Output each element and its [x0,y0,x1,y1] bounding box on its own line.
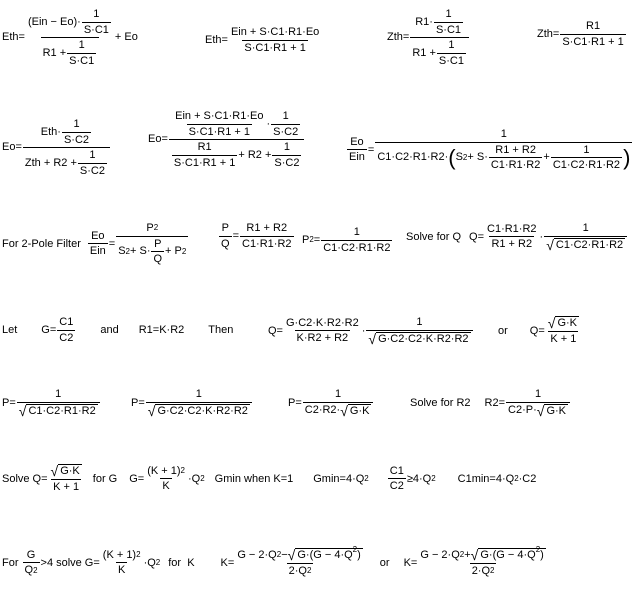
eq-q: Solve for Q Q= $\frac{C1\cdot R1\cdot R2}{R1 + R2}$ · 1 √ C1·C2·R1·R2 [406,222,628,252]
eq-let: Let G= $\frac{C1}{C2}$ and R1=K·R2 Then [2,316,234,344]
eq-p2: P 2 = $\frac{1}{C1\cdot C2\cdot R1\cdot R2}$ [302,226,391,254]
eq-zth-1: Zth= R1· $\frac{1}{S\cdot C1}$ R1 + $\frac{1}{S\cdot C1}$ [387,8,470,68]
eq-eth-1: Eth= (Ein − Eo)· $\frac{1}{S\cdot C1}$ R1 + $\frac{1}{S\cdot C1}$ + Eo [2,8,138,67]
eq-eo-2: Eo= $\frac{\text{Ein + S·C1·R1·Eo}}{S\cdot C1\cdot R1 + 1}$ · $\frac{1}{S\cdot C2}$ $\frac{R1}{S\cdot C1\cdot R1 + 1}$ + R2 + $\frac{1}{S\cdot C2}$ [148,110,305,170]
eq-eth-2: Eth= $\frac{\text{Ein + S·C1·R1·Eo}}{S\cdot C1\cdot R1 + 1}$ [205,26,320,54]
eq-q-simple: or Q= √ G·K K + 1 [498,315,578,345]
eq-p-3: P= 1 C2·R2· √ G·K [288,388,374,418]
eq-q-gk: Q= $\frac{G\cdot C2\cdot K\cdot R2\cdot R2}{K\cdot R2 + R2}$ · 1 √ G·C2·C2·K·R2·R2 [268,316,474,346]
eq-2pole: For 2-Pole Filter $\frac{Eo}{\text{Ein}}$ = P 2 S 2 + S· $\frac{P}{Q}$ + P 2 [2,222,187,266]
eq-zth-2: Zth= $\frac{R1}{S\cdot C1\cdot R1 + 1}$ [537,20,624,48]
eq-solve-k: For G Q 2 >4 solve G= (K + 1) 2 K ·Q 2 for K K= G − 2·Q 2 − √ $G\cdot(G - 4\cdot Q^2)$ 2·Q 2 or K= G − 2·Q 2 + √ $G\cdot(G - 4\cdot Q^2)$ 2·Q 2 [2,545,544,577]
eq-p-2: P= 1 √ G·C2·C2·K·R2·R2 [131,388,253,418]
eq-r2: Solve for R2 R2= 1 C2·P· √ G·K [410,388,571,418]
eq-p-1: P= 1 √ C1·C2·R1·R2 [2,388,101,418]
eq-pq: $\frac{P}{Q}$ = $\frac{R1 + R2}{C1\cdot R1\cdot R2}$ [221,222,292,250]
eq-transfer: $\frac{Eo}{\text{Ein}}$ = 1 C1·C2·R1·R2· ( S 2 + S· $\frac{R1 + R2}{C1\cdot R1\cdot R2}$ + $\frac{1}{C1\cdot C2\cdot R1\cdot R2}$ ) [349,128,631,172]
eq-solve-g: Solve Q= √ G·K K + 1 for G G= (K + 1) 2 K ·Q 2 Gmin when K=1 Gmin=4·Q 2 $\frac{C1}{C2}$ ≥4·Q 2 C1min=4·Q 2 ·C2 [2,463,537,493]
eq-eo-1: Eo= Eth· $\frac{1}{S\cdot C2}$ Zth + R2 + $\frac{1}{S\cdot C2}$ [2,118,111,178]
